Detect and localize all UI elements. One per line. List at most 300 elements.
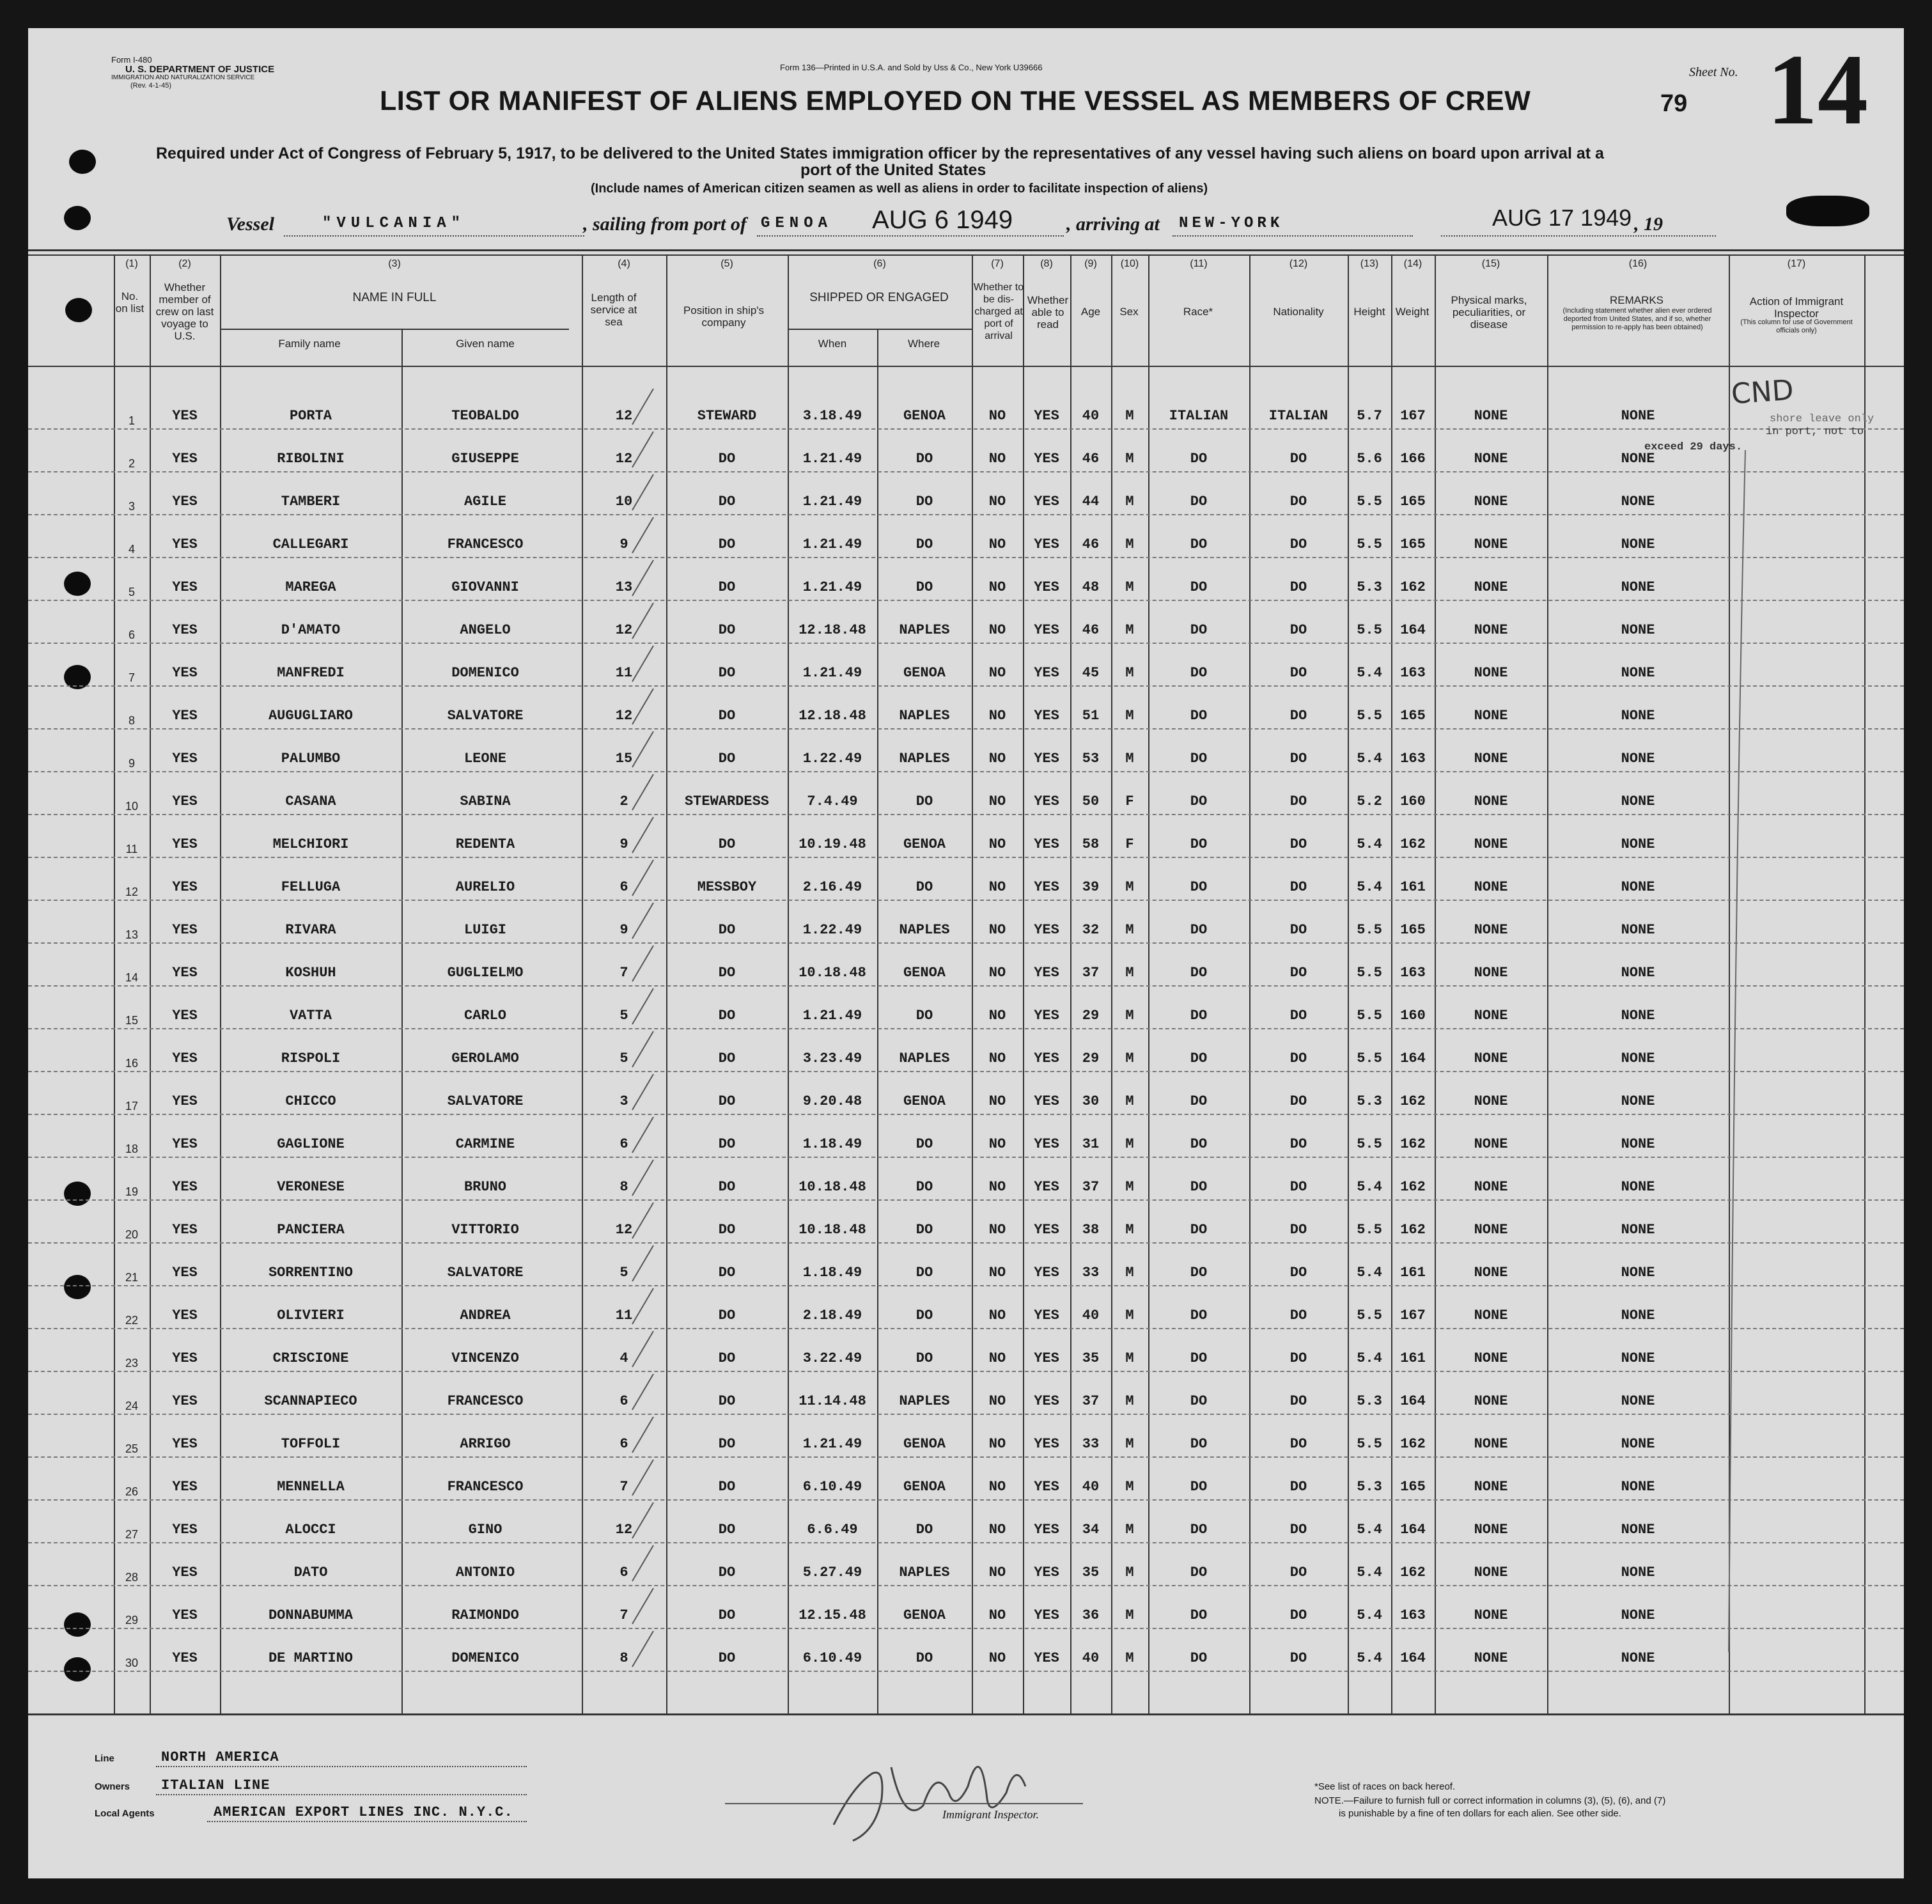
cell-height: 5.5	[1357, 922, 1382, 938]
tick-mark	[632, 988, 653, 1024]
cell-age: 31	[1082, 1136, 1100, 1152]
cell-position: DO	[718, 1565, 736, 1580]
cell-age: 34	[1082, 1522, 1100, 1538]
cell-age: 33	[1082, 1265, 1100, 1281]
manifest-sheet	[28, 28, 1904, 1878]
cell-given-name: GIOVANNI	[451, 579, 519, 595]
tick-mark	[632, 1117, 653, 1153]
cell-last-voyage: YES	[172, 622, 198, 638]
cell-length-service: 8	[619, 1650, 628, 1666]
cell-length-service: 9	[619, 922, 628, 938]
cell-able-to-read: YES	[1034, 922, 1059, 938]
cell-weight: 161	[1400, 1265, 1426, 1281]
col-header-physical-marks: Physical marks, peculiarities, or disease	[1451, 294, 1527, 331]
cell-race: DO	[1190, 751, 1208, 767]
cell-family-name: FELLUGA	[281, 879, 341, 895]
cell-race: DO	[1190, 1393, 1208, 1409]
cell-physical-marks: NONE	[1474, 451, 1508, 467]
cell-age: 33	[1082, 1436, 1100, 1452]
cell-age: 38	[1082, 1222, 1100, 1238]
cell-sex: M	[1125, 1436, 1134, 1452]
cell-weight: 162	[1400, 579, 1426, 595]
cell-nationality: ITALIAN	[1268, 408, 1328, 424]
cell-position: STEWARD	[697, 408, 757, 424]
row-number: 29	[125, 1614, 139, 1627]
form-number: Form I-480	[111, 55, 152, 65]
cell-discharged: NO	[988, 536, 1006, 552]
col-header-remarks-note: (Including statement whether alien ever ordered deported from United States, and if so, whether permission to re-apply has been obtained)	[1562, 307, 1712, 331]
cell-remarks: NONE	[1621, 708, 1655, 724]
cell-height: 5.5	[1357, 708, 1382, 724]
cell-physical-marks: NONE	[1474, 879, 1508, 895]
cell-able-to-read: YES	[1034, 1522, 1059, 1538]
cell-given-name: SALVATORE	[447, 1265, 524, 1281]
cell-nationality: DO	[1289, 451, 1307, 467]
cell-length-service: 7	[619, 1479, 628, 1495]
cell-shipped-when: 1.21.49	[802, 1008, 862, 1024]
cell-remarks: NONE	[1621, 1136, 1655, 1152]
cell-nationality: DO	[1289, 1179, 1307, 1195]
cell-nationality: DO	[1289, 1565, 1307, 1580]
inspector-label: Immigrant Inspector.	[942, 1808, 1039, 1821]
cell-last-voyage: YES	[172, 1350, 198, 1366]
cell-family-name: CALLEGARI	[272, 536, 349, 552]
row-number: 24	[125, 1400, 139, 1412]
cell-position: DO	[718, 579, 736, 595]
cell-length-service: 12	[615, 1522, 633, 1538]
cell-discharged: NO	[988, 1307, 1006, 1323]
cell-height: 5.3	[1357, 1393, 1382, 1409]
cell-able-to-read: YES	[1034, 1307, 1059, 1323]
cell-shipped-where: GENOA	[903, 1093, 946, 1109]
cell-discharged: NO	[988, 1522, 1006, 1538]
cell-family-name: CRISCIONE	[272, 1350, 349, 1366]
cell-height: 5.5	[1357, 536, 1382, 552]
cell-age: 46	[1082, 536, 1100, 552]
cell-shipped-where: GENOA	[903, 1479, 946, 1495]
remark-note-line1: shore leave only	[1770, 413, 1874, 425]
cell-sex: M	[1125, 451, 1134, 467]
tick-mark	[632, 603, 653, 639]
cell-position: DO	[718, 1522, 736, 1538]
sailing-label: , sailing from port of	[583, 214, 747, 235]
cell-family-name: MELCHIORI	[272, 836, 349, 852]
column-number: (3)	[388, 258, 401, 269]
cell-weight: 162	[1400, 1222, 1426, 1238]
cell-race: ITALIAN	[1169, 408, 1229, 424]
cell-discharged: NO	[988, 1565, 1006, 1580]
cell-race: DO	[1190, 793, 1208, 809]
cell-sex: M	[1125, 1265, 1134, 1281]
col-header-name-in-full: NAME IN FULL	[352, 291, 437, 304]
cell-length-service: 6	[619, 1393, 628, 1409]
cell-shipped-when: 10.18.48	[799, 1179, 866, 1195]
cell-last-voyage: YES	[172, 451, 198, 467]
cell-length-service: 15	[615, 751, 633, 767]
line-value: NORTH AMERICA	[161, 1749, 279, 1765]
cell-remarks: NONE	[1621, 451, 1655, 467]
cell-sex: M	[1125, 751, 1134, 767]
cell-weight: 164	[1400, 1650, 1426, 1666]
row-number: 17	[125, 1100, 139, 1112]
cell-able-to-read: YES	[1034, 1393, 1059, 1409]
cell-shipped-when: 1.21.49	[802, 451, 862, 467]
cell-shipped-when: 1.21.49	[802, 1436, 862, 1452]
cell-family-name: KOSHUH	[285, 965, 336, 981]
cell-length-service: 12	[615, 622, 633, 638]
cell-able-to-read: YES	[1034, 665, 1059, 681]
cell-length-service: 6	[619, 879, 628, 895]
cell-able-to-read: YES	[1034, 451, 1059, 467]
cell-race: DO	[1190, 965, 1208, 981]
column-number: (2)	[178, 258, 191, 269]
cell-able-to-read: YES	[1034, 1222, 1059, 1238]
cell-last-voyage: YES	[172, 536, 198, 552]
row-number: 8	[128, 714, 135, 727]
cell-race: DO	[1190, 1650, 1208, 1666]
owners-underline	[156, 1794, 527, 1795]
cell-age: 53	[1082, 751, 1100, 767]
vessel-label: Vessel	[226, 214, 274, 235]
column-number: (1)	[125, 258, 138, 269]
cell-family-name: D'AMATO	[281, 622, 341, 638]
cell-discharged: NO	[988, 1393, 1006, 1409]
col-header-last-voyage: Whether member of crew on last voyage to U.S.	[155, 281, 214, 342]
cell-nationality: DO	[1289, 579, 1307, 595]
signature-line	[725, 1803, 1083, 1804]
cell-age: 40	[1082, 1479, 1100, 1495]
cell-position: DO	[718, 622, 736, 638]
row-number: 30	[125, 1657, 139, 1669]
cell-height: 5.4	[1357, 836, 1382, 852]
cell-race: DO	[1190, 665, 1208, 681]
cell-length-service: 13	[615, 579, 633, 595]
arrival-date-stamp: AUG 17 1949	[1492, 205, 1632, 231]
tick-mark	[632, 774, 653, 810]
cell-position: DO	[718, 665, 736, 681]
cell-physical-marks: NONE	[1474, 665, 1508, 681]
cell-nationality: DO	[1289, 1136, 1307, 1152]
owners-label: Owners	[95, 1781, 130, 1792]
cell-family-name: GAGLIONE	[277, 1136, 345, 1152]
cell-able-to-read: YES	[1034, 1008, 1059, 1024]
cell-age: 46	[1082, 451, 1100, 467]
remark-note-line3: exceed 29 days.	[1644, 441, 1743, 453]
cell-shipped-where: DO	[915, 494, 933, 510]
cell-race: DO	[1190, 1307, 1208, 1323]
row-number: 22	[125, 1314, 139, 1327]
cell-weight: 161	[1400, 1350, 1426, 1366]
cell-discharged: NO	[988, 1136, 1006, 1152]
cell-sex: F	[1125, 793, 1134, 809]
cell-nationality: DO	[1289, 1307, 1307, 1323]
cell-physical-marks: NONE	[1474, 1522, 1508, 1538]
cell-last-voyage: YES	[172, 922, 198, 938]
tick-mark	[632, 1588, 653, 1624]
cell-age: 44	[1082, 494, 1100, 510]
row-number: 18	[125, 1143, 139, 1155]
cell-able-to-read: YES	[1034, 622, 1059, 638]
cell-position: MESSBOY	[697, 879, 757, 895]
cell-physical-marks: NONE	[1474, 408, 1508, 424]
cell-physical-marks: NONE	[1474, 708, 1508, 724]
cell-nationality: DO	[1289, 1050, 1307, 1066]
cell-discharged: NO	[988, 879, 1006, 895]
cell-given-name: LEONE	[464, 751, 506, 767]
arriving-label: , arriving at	[1066, 214, 1160, 235]
cell-race: DO	[1190, 1222, 1208, 1238]
cell-shipped-where: DO	[915, 1008, 933, 1024]
tick-mark	[632, 946, 653, 981]
cell-physical-marks: NONE	[1474, 494, 1508, 510]
cell-age: 36	[1082, 1607, 1100, 1623]
cell-discharged: NO	[988, 1050, 1006, 1066]
cell-position: DO	[718, 1479, 736, 1495]
cell-remarks: NONE	[1621, 536, 1655, 552]
cell-able-to-read: YES	[1034, 879, 1059, 895]
cell-length-service: 5	[619, 1050, 628, 1066]
cell-weight: 162	[1400, 1436, 1426, 1452]
cell-weight: 163	[1400, 1607, 1426, 1623]
cell-sex: M	[1125, 1479, 1134, 1495]
cell-nationality: DO	[1289, 922, 1307, 938]
cell-position: DO	[718, 751, 736, 767]
cell-remarks: NONE	[1621, 1222, 1655, 1238]
cell-given-name: GUGLIELMO	[447, 965, 524, 981]
row-number: 11	[125, 843, 138, 855]
cell-shipped-when: 1.21.49	[802, 536, 862, 552]
cell-shipped-where: DO	[915, 1136, 933, 1152]
cell-weight: 165	[1400, 1479, 1426, 1495]
cell-age: 40	[1082, 408, 1100, 424]
arriving-port: NEW-YORK	[1179, 215, 1284, 232]
cell-length-service: 8	[619, 1179, 628, 1195]
cell-age: 37	[1082, 965, 1100, 981]
cell-family-name: TOFFOLI	[281, 1436, 341, 1452]
cell-height: 5.5	[1357, 1050, 1382, 1066]
cell-nationality: DO	[1289, 1479, 1307, 1495]
column-number: (7)	[991, 258, 1004, 269]
cell-physical-marks: NONE	[1474, 751, 1508, 767]
cell-shipped-when: 6.6.49	[807, 1522, 858, 1538]
col-header-no: No. on list	[115, 290, 144, 315]
cell-weight: 162	[1400, 1136, 1426, 1152]
cell-remarks: NONE	[1621, 579, 1655, 595]
cell-height: 5.6	[1357, 451, 1382, 467]
cell-position: DO	[718, 708, 736, 724]
cell-physical-marks: NONE	[1474, 1350, 1508, 1366]
cell-shipped-when: 10.18.48	[799, 1222, 866, 1238]
cell-nationality: DO	[1289, 836, 1307, 852]
cell-length-service: 6	[619, 1565, 628, 1580]
cell-shipped-where: NAPLES	[899, 751, 950, 767]
cell-position: DO	[718, 1393, 736, 1409]
sheet-label: Sheet No.	[1689, 65, 1738, 79]
cell-last-voyage: YES	[172, 1222, 198, 1238]
cell-age: 58	[1082, 836, 1100, 852]
cell-remarks: NONE	[1621, 1050, 1655, 1066]
cell-shipped-where: GENOA	[903, 836, 946, 852]
cell-length-service: 6	[619, 1136, 628, 1152]
cell-family-name: TAMBERI	[281, 494, 341, 510]
cell-age: 40	[1082, 1307, 1100, 1323]
cell-shipped-where: NAPLES	[899, 1565, 950, 1580]
cell-last-voyage: YES	[172, 708, 198, 724]
cell-discharged: NO	[988, 451, 1006, 467]
cell-family-name: AUGUGLIARO	[268, 708, 354, 724]
cell-sex: M	[1125, 665, 1134, 681]
cell-position: DO	[718, 494, 736, 510]
cell-able-to-read: YES	[1034, 965, 1059, 981]
cell-age: 40	[1082, 1650, 1100, 1666]
cell-shipped-where: DO	[915, 1265, 933, 1281]
cell-race: DO	[1190, 879, 1208, 895]
column-number: (13)	[1360, 258, 1379, 269]
cell-discharged: NO	[988, 665, 1006, 681]
row-number: 28	[125, 1571, 139, 1584]
row-number: 16	[125, 1057, 139, 1070]
tick-mark	[632, 860, 653, 896]
cell-shipped-when: 11.14.48	[799, 1393, 866, 1409]
cell-given-name: CARLO	[464, 1008, 506, 1024]
cell-physical-marks: NONE	[1474, 1393, 1508, 1409]
cell-sex: F	[1125, 836, 1134, 852]
cell-shipped-where: GENOA	[903, 1436, 946, 1452]
agents-label: Local Agents	[95, 1808, 155, 1819]
cell-shipped-when: 1.21.49	[802, 665, 862, 681]
cell-nationality: DO	[1289, 494, 1307, 510]
cell-length-service: 11	[615, 665, 633, 681]
cell-last-voyage: YES	[172, 1093, 198, 1109]
cell-nationality: DO	[1289, 1265, 1307, 1281]
cell-race: DO	[1190, 1479, 1208, 1495]
cell-shipped-where: DO	[915, 1307, 933, 1323]
cell-weight: 160	[1400, 793, 1426, 809]
tick-mark	[632, 646, 653, 682]
cell-physical-marks: NONE	[1474, 536, 1508, 552]
inspector-signature	[795, 1729, 1064, 1850]
cell-able-to-read: YES	[1034, 1093, 1059, 1109]
cell-race: DO	[1190, 708, 1208, 724]
cell-shipped-when: 1.18.49	[802, 1265, 862, 1281]
cell-age: 35	[1082, 1565, 1100, 1580]
cell-race: DO	[1190, 1136, 1208, 1152]
cell-last-voyage: YES	[172, 1607, 198, 1623]
cell-shipped-when: 1.22.49	[802, 751, 862, 767]
cell-discharged: NO	[988, 1265, 1006, 1281]
cell-height: 5.4	[1357, 1265, 1382, 1281]
required-line-2: port of the United States	[800, 161, 986, 179]
cell-height: 5.4	[1357, 1607, 1382, 1623]
cell-weight: 165	[1400, 708, 1426, 724]
tick-marks	[28, 28, 1904, 1878]
cell-nationality: DO	[1289, 1650, 1307, 1666]
cell-remarks: NONE	[1621, 1179, 1655, 1195]
cell-discharged: NO	[988, 1093, 1006, 1109]
cell-weight: 164	[1400, 1393, 1426, 1409]
cell-race: DO	[1190, 1436, 1208, 1452]
cell-last-voyage: YES	[172, 1393, 198, 1409]
cell-race: DO	[1190, 536, 1208, 552]
cell-shipped-where: DO	[915, 579, 933, 595]
row-number: 12	[125, 886, 139, 898]
cell-able-to-read: YES	[1034, 1179, 1059, 1195]
cell-given-name: CARMINE	[455, 1136, 515, 1152]
cell-race: DO	[1190, 451, 1208, 467]
cell-weight: 162	[1400, 1093, 1426, 1109]
cell-last-voyage: YES	[172, 1436, 198, 1452]
cell-discharged: NO	[988, 1222, 1006, 1238]
cell-sex: M	[1125, 1179, 1134, 1195]
agents-value: AMERICAN EXPORT LINES INC. N.Y.C.	[214, 1804, 513, 1820]
col-header-height: Height	[1353, 306, 1385, 318]
cell-physical-marks: NONE	[1474, 1436, 1508, 1452]
cell-given-name: SABINA	[460, 793, 511, 809]
cell-sex: M	[1125, 1050, 1134, 1066]
cell-nationality: DO	[1289, 879, 1307, 895]
cell-length-service: 12	[615, 1222, 633, 1238]
cell-height: 5.5	[1357, 1436, 1382, 1452]
cell-given-name: BRUNO	[464, 1179, 506, 1195]
cell-remarks: NONE	[1621, 665, 1655, 681]
cell-age: 37	[1082, 1393, 1100, 1409]
cell-remarks: NONE	[1621, 965, 1655, 981]
cell-family-name: RISPOLI	[281, 1050, 341, 1066]
col-header-able-read: Whether able to read	[1027, 294, 1069, 331]
cell-family-name: MAREGA	[285, 579, 336, 595]
row-number: 13	[125, 928, 139, 941]
col-header-where: Where	[907, 338, 940, 350]
row-number: 15	[125, 1014, 139, 1027]
printer-line: Form 136—Printed in U.S.A. and Sold by Uss & Co., New York U39666	[780, 63, 1043, 72]
cell-position: DO	[718, 1307, 736, 1323]
cell-able-to-read: YES	[1034, 1436, 1059, 1452]
remark-note-line2: in port, not to	[1766, 426, 1864, 438]
cell-shipped-where: GENOA	[903, 1607, 946, 1623]
cell-nationality: DO	[1289, 1522, 1307, 1538]
cell-able-to-read: YES	[1034, 1265, 1059, 1281]
service-name: IMMIGRATION AND NATURALIZATION SERVICE	[111, 74, 255, 81]
cell-discharged: NO	[988, 1650, 1006, 1666]
cell-given-name: GINO	[468, 1522, 502, 1538]
cell-race: DO	[1190, 622, 1208, 638]
cell-family-name: PORTA	[289, 408, 332, 424]
cell-weight: 163	[1400, 751, 1426, 767]
races-note: *See list of races on back hereof.	[1314, 1781, 1456, 1792]
col-header-length-service: Length of service at sea	[590, 292, 637, 328]
cell-position: DO	[718, 1008, 736, 1024]
cell-given-name: ARRIGO	[460, 1436, 511, 1452]
cell-race: DO	[1190, 1008, 1208, 1024]
cell-physical-marks: NONE	[1474, 1179, 1508, 1195]
cell-length-service: 7	[619, 1607, 628, 1623]
cell-physical-marks: NONE	[1474, 1307, 1508, 1323]
cell-sex: M	[1125, 579, 1134, 595]
cell-height: 5.2	[1357, 793, 1382, 809]
cell-height: 5.4	[1357, 1650, 1382, 1666]
cell-discharged: NO	[988, 579, 1006, 595]
col-header-age: Age	[1080, 306, 1101, 318]
cell-nationality: DO	[1289, 751, 1307, 767]
cell-height: 5.4	[1357, 1565, 1382, 1580]
cell-physical-marks: NONE	[1474, 1050, 1508, 1066]
cell-discharged: NO	[988, 1436, 1006, 1452]
cell-weight: 161	[1400, 879, 1426, 895]
cell-nationality: DO	[1289, 536, 1307, 552]
cell-last-voyage: YES	[172, 1179, 198, 1195]
cell-shipped-when: 6.10.49	[802, 1650, 862, 1666]
cell-nationality: DO	[1289, 708, 1307, 724]
